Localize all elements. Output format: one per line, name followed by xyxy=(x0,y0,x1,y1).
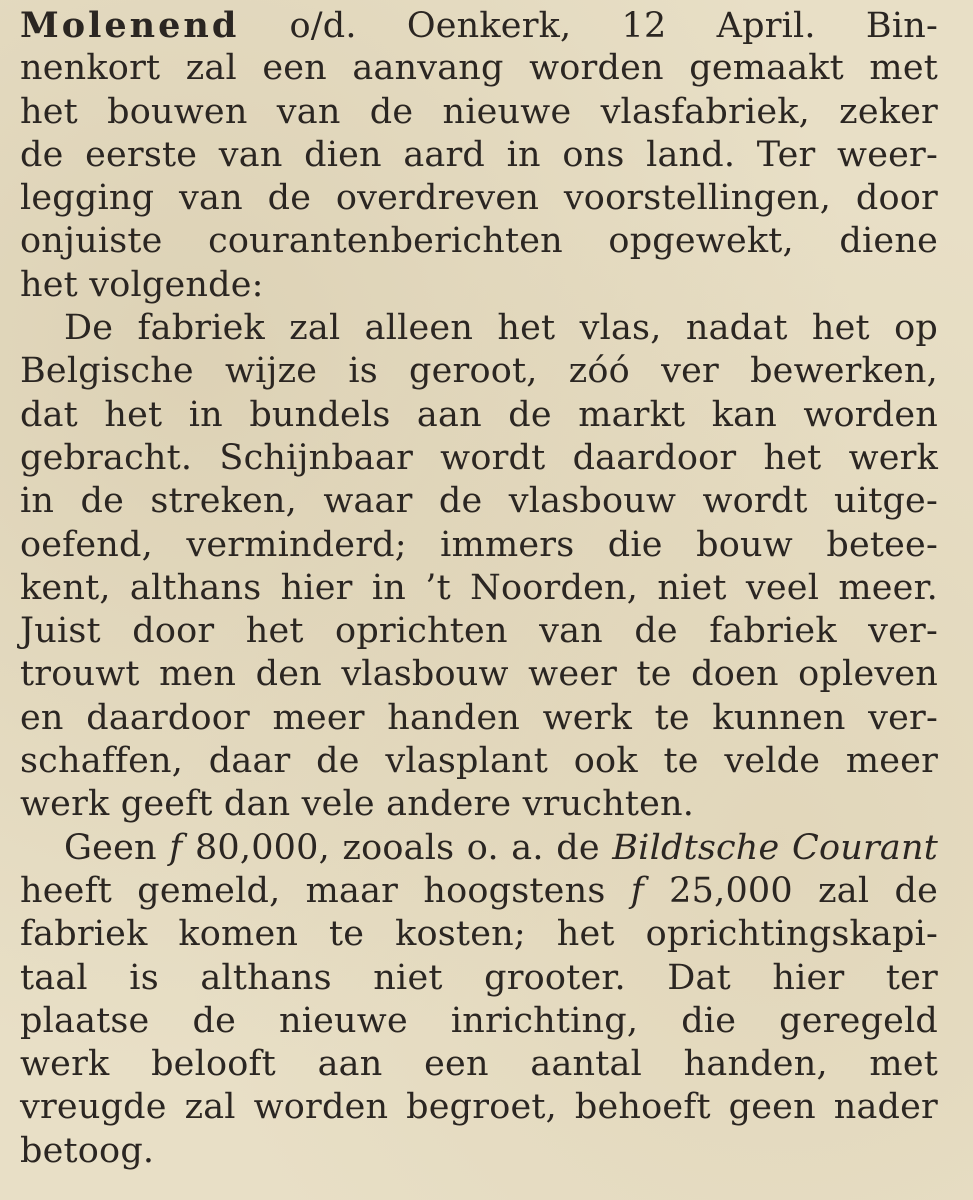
article-line: kent, althans hier in ’t Noorden, niet veel meer. xyxy=(20,567,938,608)
article-line: fabriek komen te kosten; het oprichtingskapi- xyxy=(20,914,938,955)
article-line: dat het in bundels aan de markt kan worden xyxy=(20,394,938,435)
newspaper-name: Bildtsche Courant xyxy=(612,827,938,868)
article-line: onjuiste courantenberichten opgewekt, diene xyxy=(20,221,938,262)
article-line: het bouwen van de nieuwe vlasfabriek, zeker xyxy=(20,91,938,132)
article-line: Juist door het oprichten van de fabriek ver- xyxy=(20,611,938,652)
guilder-symbol: f xyxy=(169,827,183,868)
article-line: plaatse de nieuwe inrichting, die geregeld xyxy=(20,1000,938,1041)
article-line: werk belooft aan een aantal handen, met xyxy=(20,1044,938,1085)
article-line: werk geeft dan vele andere vruchten. xyxy=(20,784,695,825)
guilder-symbol: f xyxy=(630,870,644,911)
article-line: gebracht. Schijnbaar wordt daardoor het werk xyxy=(20,437,938,478)
article-line: heeft gemeld, maar hoogstens f 25,000 zal de xyxy=(20,870,938,911)
article-line: in de streken, waar de vlasbouw wordt uitge- xyxy=(20,481,938,522)
article-line: oefend, verminderd; immers die bouw betee- xyxy=(20,524,938,565)
article-line: betoog. xyxy=(20,1130,155,1171)
newspaper-article xyxy=(20,4,938,1173)
article-line: schaffen, daar de vlasplant ook te velde meer xyxy=(20,741,938,782)
article-line: nenkort zal een aanvang worden gemaakt met xyxy=(20,48,938,89)
article-line: het volgende: xyxy=(20,264,264,305)
article-line: en daardoor meer handen werk te kunnen ver- xyxy=(20,697,938,738)
article-line: legging van de overdreven voorstellingen, door xyxy=(20,178,938,219)
article-line: de eerste van dien aard in ons land. Ter weer- xyxy=(20,134,938,175)
article-line: trouwt men den vlasbouw weer te doen opleven xyxy=(20,654,938,695)
article-line: taal is althans niet grooter. Dat hier ter xyxy=(20,957,938,998)
article-line: Geen f 80,000, zooals o. a. de Bildtsche Courant xyxy=(64,827,938,868)
article-line: Molenend o/d. Oenkerk, 12 April. Bin- xyxy=(20,5,938,46)
article-line: Belgische wijze is geroot, zóó ver bewerken, xyxy=(20,351,938,392)
article-line: De fabriek zal alleen het vlas, nadat het op xyxy=(64,308,938,349)
article-line: vreugde zal worden begroet, behoeft geen nader xyxy=(20,1087,938,1128)
article-dateline: Molenend xyxy=(20,5,240,46)
